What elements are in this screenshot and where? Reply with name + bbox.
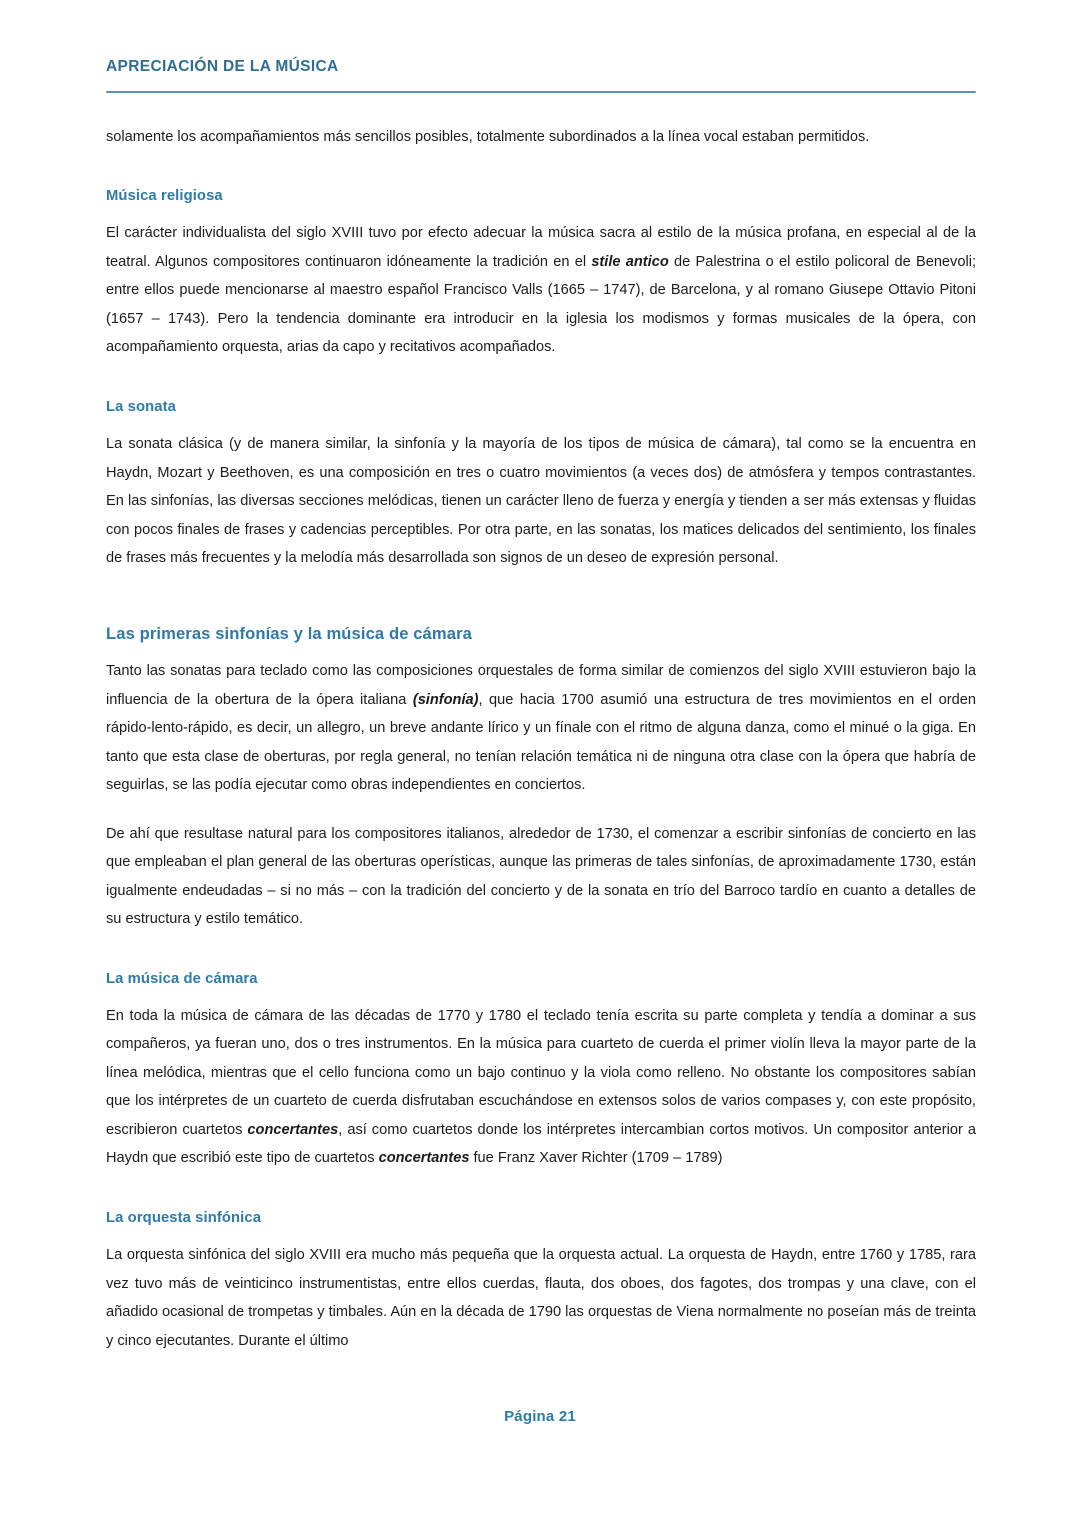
paragraph-musica-de-camara-p1 xyxy=(106,1002,976,1173)
paragraph-primeras-sinfonias-p1 xyxy=(106,657,976,800)
paragraph-orquesta-sinfonica-p1 xyxy=(106,1241,976,1355)
heading-spacer xyxy=(106,989,976,1002)
text-run: La sonata clásica (y de manera similar, la sinfonía y la mayoría de los tipos de música de cámara), tal como se la encuentra en Haydn, Mozart y Beethoven, es una composición en tres o cuatro movimientos (a veces dos) de atmósfera y tempos contrastantes. En las sinfonías, las diversas secciones melódicas, tienen un carácter lleno de fuerza y energía y tienden a ser más extensas y fluidas con pocos finales de frases y cadencias perceptibles. Por otra parte, en las sonatas, los matices delicados del sentimiento, los finales de frases más frecuentes y la melodía más desarrollada son signos de un deseo de expresión personal. xyxy=(106,436,976,567)
section-spacer xyxy=(106,151,976,187)
document-body xyxy=(106,123,976,1356)
emphasis-term: concertantes xyxy=(378,1150,470,1167)
section-spacer xyxy=(106,362,976,398)
text-run: , así como cuartetos donde los intérpretes intercambian cortos motivos. Un compositor anterior a Haydn que escribió este tipo de cuartetos xyxy=(106,1121,976,1167)
heading-spacer xyxy=(106,1228,976,1241)
paragraph-la-sonata-p1 xyxy=(106,430,976,573)
heading-primeras-sinfonias: Las primeras sinfonías y la música de cámara xyxy=(106,623,472,643)
text-run: La orquesta sinfónica del siglo XVIII era mucho más pequeña que la orquesta actual. La orquesta de Haydn, entre 1760 y 1785, rara vez tuvo más de veinticinco instrumentistas, entre ellos cuerdas, flauta, dos oboes, dos fagotes, dos trompas y una clave, con el añadido ocasional de trompetas y timbales. Aún en la década de 1790 las orquestas de Viena normalmente no poseían más de treinta y cinco ejecutantes. Durante el último xyxy=(106,1247,976,1349)
section-spacer xyxy=(106,573,976,623)
heading-orquesta-sinfonica: La orquesta sinfónica xyxy=(106,1209,262,1226)
document-title: APRECIACIÓN DE LA MÚSICA xyxy=(106,58,339,75)
intro-paragraph: solamente los acompañamientos más sencillos posibles, totalmente subordinados a la línea vocal estaban permitidos. xyxy=(106,128,870,145)
running-header xyxy=(106,0,976,93)
heading-spacer xyxy=(106,644,976,657)
heading-spacer xyxy=(106,417,976,430)
page-footer xyxy=(0,1408,1080,1426)
text-run: El carácter individualista del siglo XVIII tuvo por efecto adecuar la música sacra al estilo de la música profana, en especial al de la teatral. Algunos compositores continuaron idóneamente la tradición en el xyxy=(106,225,976,270)
heading-musica-de-camara: La música de cámara xyxy=(106,970,258,987)
page-content-column xyxy=(106,0,976,1355)
section-spacer xyxy=(106,934,976,970)
section-spacer xyxy=(106,1173,976,1209)
header-divider-rule xyxy=(106,91,976,93)
text-run: Tanto las sonatas para teclado como las composiciones orquestales de forma similar de comienzos del siglo XVIII estuvieron bajo la influencia de la obertura de la ópera italiana xyxy=(106,663,976,708)
text-run: En toda la música de cámara de las décadas de 1770 y 1780 el teclado tenía escrita su parte completa y tendía a dominar a sus compañeros, ya fueran uno, dos o tres instrumentos. En la música para cuarteto de cuerda el primer violín lleva la mayor parte de la línea melódica, mientras que el cello funciona como un bajo continuo y la viola como relleno. No obstante los compositores sabían que los intérpretes de un cuarteto de cuerda disfrutaban escuchándose en extensos solos de varios compases y, con este propósito, escribieron cuartetos xyxy=(106,1007,976,1138)
paragraph-primeras-sinfonias-p2 xyxy=(106,820,976,934)
heading-musica-religiosa: Música religiosa xyxy=(106,188,223,205)
text-run: de Palestrina o el estilo policoral de Benevoli; entre ellos puede mencionarse al maestro español Francisco Valls (1665 – 1747), de Barcelona, y al romano Giusepe Ottavio Pitoni (1657 – 1743). Pero la tendencia dominante era introducir en la iglesia los modismos y formas musicales de la ópera, con acompañamiento orquesta, arias da capo y recitativos acompañados. xyxy=(106,253,977,356)
text-run: fue Franz Xaver Richter (1709 – 1789) xyxy=(469,1150,723,1167)
text-run: , que hacia 1700 asumió una estructura de tres movimientos en el orden rápido-lento-rápido, es decir, un allegro, un breve andante lírico y un fínale con el ritmo de alguna danza, como el minué o la giga. En tanto que esta clase de oberturas, por regla general, no tenían relación temática ni de ninguna otra clase con la ópera que habría de seguirlas, se las podía ejecutar como obras independientes en conciertos. xyxy=(106,691,976,794)
emphasis-term: concertantes xyxy=(247,1121,339,1138)
page-number: Página 21 xyxy=(504,1408,576,1425)
heading-spacer xyxy=(106,206,976,219)
emphasis-term: stile antico xyxy=(591,253,669,270)
sections-container xyxy=(106,151,976,1355)
heading-la-sonata: La sonata xyxy=(106,398,176,415)
paragraph-musica-religiosa-p1 xyxy=(106,219,976,362)
text-run: De ahí que resultase natural para los compositores italianos, alrededor de 1730, el comenzar a escribir sinfonías de concierto en las que empleaban el plan general de las oberturas operísticas, aunque las primeras de tales sinfonías, de aproximadamente 1730, están igualmente endeudadas – si no más – con la tradición del concierto y de la sonata en trío del Barroco tardío en cuanto a detalles de su estructura y estilo temático. xyxy=(106,825,976,928)
emphasis-term: (sinfonía) xyxy=(412,691,479,708)
